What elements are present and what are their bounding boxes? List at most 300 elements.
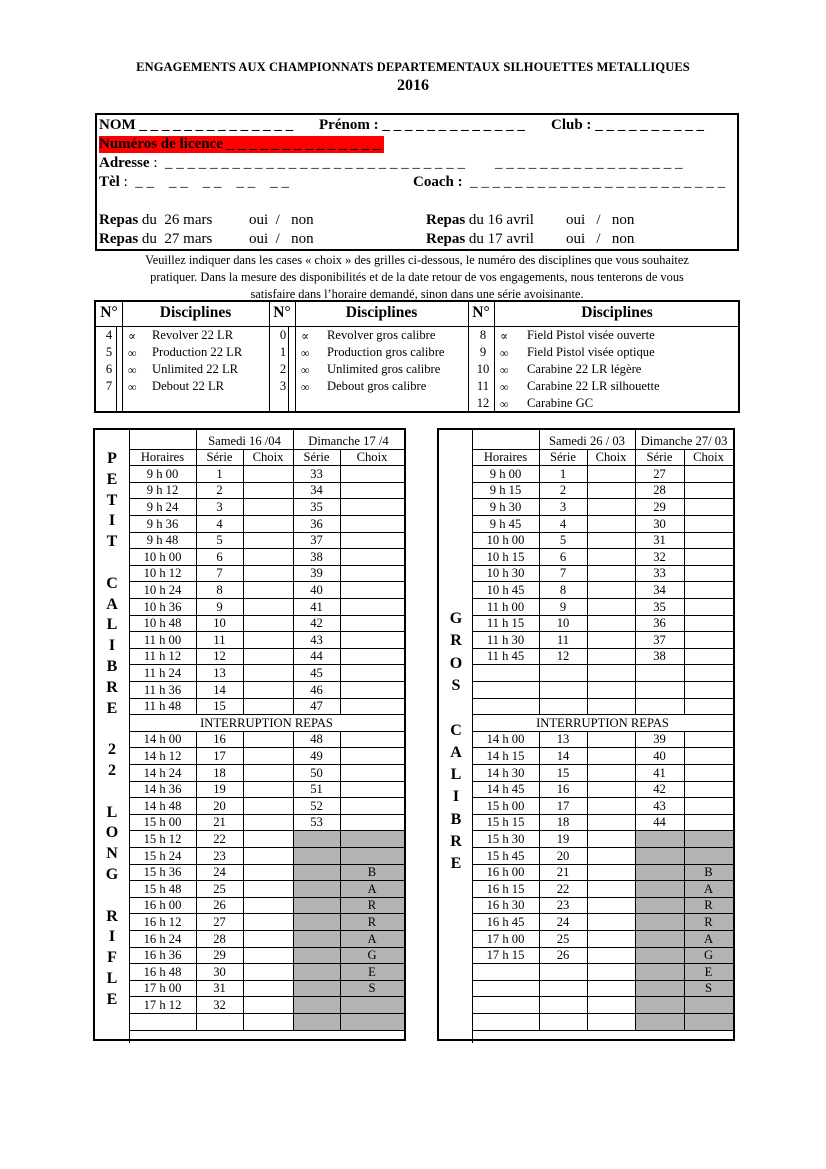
time-cell: 16 h 00 [143,898,182,913]
column-header-serie: Série [206,450,233,465]
serie-cell: 30 [213,964,226,979]
bullet-icon: ∞ [128,363,137,377]
time-cell: 14 h 30 [486,765,525,780]
barrages-letter: G [703,948,714,963]
bullet-icon: ∝ [301,329,310,343]
serie-cell: 40 [653,748,666,763]
serie-cell: 36 [310,516,323,531]
vertical-label-letter: R [450,632,462,650]
discipline-number: 5 [105,345,113,359]
serie-cell: 33 [653,566,666,581]
serie-cell: 19 [213,782,226,797]
time-cell: 17 h 00 [486,931,525,946]
bullet-icon: ∞ [500,380,509,394]
serie-cell: 3 [559,499,567,514]
bullet-icon: ∝ [500,329,509,343]
time-cell: 15 h 00 [486,798,525,813]
serie-cell: 23 [213,848,226,863]
serie-cell: 31 [653,533,666,548]
serie-cell: 29 [653,499,666,514]
barrages-letter: S [704,981,712,996]
serie-cell: 20 [556,848,570,863]
barrages-letter: E [704,964,713,979]
time-cell: 16 h 24 [143,931,182,946]
time-cell: 10 h 00 [486,533,525,548]
club-label: Club : [551,117,592,133]
time-cell: 17 h 00 [143,981,182,996]
serie-cell: 28 [213,931,226,946]
serie-cell: 3 [216,499,223,514]
bullet-icon: ∞ [128,380,137,394]
barrages-letter: R [367,914,377,929]
discipline-number: 2 [279,362,287,376]
coach-field[interactable]: _ _ _ _ _ _ _ _ _ _ _ _ _ _ _ _ _ _ _ _ _ _ _ [462,174,726,190]
time-cell: 10 h 36 [143,599,182,614]
tel-label: Tèl [99,174,120,190]
vertical-label-letter: C [450,721,462,739]
serie-cell: 2 [559,483,567,498]
column-header-horaires: Horaires [483,450,528,465]
time-cell: 15 h 48 [143,881,182,896]
time-cell: 15 h 30 [486,831,525,846]
day-header-sunday: Dimanche 17 /4 [308,433,389,448]
serie-cell: 48 [310,732,323,747]
bullet-icon: ∞ [500,363,509,377]
time-cell: 10 h 12 [143,566,182,581]
serie-cell: 38 [653,649,666,664]
serie-cell: 44 [310,649,323,664]
serie-cell: 42 [653,782,666,797]
vertical-label-letter: L [106,616,118,634]
num-header: N° [100,304,118,321]
time-cell: 15 h 12 [143,831,182,846]
serie-cell: 45 [310,665,323,680]
serie-cell: 9 [559,599,567,614]
repas-27-mars-choice[interactable]: oui / non [249,231,314,247]
serie-cell: 2 [216,483,223,498]
bullet-icon: ∞ [301,380,310,394]
serie-cell: 7 [559,566,567,581]
serie-cell: 1 [559,466,567,481]
serie-cell: 31 [213,981,226,996]
barrages-letter: R [367,898,377,913]
time-cell: 9 h 15 [489,483,522,498]
bullet-icon: ∞ [500,346,509,360]
serie-cell: 23 [556,898,570,913]
time-cell: 14 h 36 [143,782,182,797]
time-cell: 16 h 48 [143,964,182,979]
barrages-letter: A [367,881,377,896]
serie-cell: 11 [213,632,226,647]
time-cell: 15 h 00 [143,815,182,830]
vertical-label-letter: N [106,845,118,863]
serie-cell: 44 [653,815,666,830]
discipline-number: 9 [479,345,487,359]
instructions-line: Veuillez indiquer dans les cases « choix » des grilles ci-dessous, le numéro des disciplines que vous souhaitez [145,253,689,267]
tel-row [99,174,289,191]
serie-cell: 5 [216,533,223,548]
day-header-saturday: Samedi 26 / 03 [549,433,625,448]
time-cell: 16 h 12 [143,914,182,929]
vertical-label-letter: I [452,788,460,806]
serie-cell: 39 [653,732,666,747]
vertical-label-letter: F [107,949,117,967]
vertical-label-letter: R [106,907,118,925]
discipline-number: 11 [476,379,490,393]
vertical-label-letter: R [450,833,462,850]
serie-cell: 19 [556,831,570,846]
serie-cell: 42 [310,616,323,631]
column-header-choix: Choix [693,450,724,465]
time-cell: 9 h 30 [489,499,522,514]
barrages-letter: A [367,931,377,946]
discipline-number: 0 [279,328,287,342]
serie-cell: 18 [556,815,570,830]
time-cell: 11 h 30 [486,632,525,647]
time-cell: 11 h 00 [486,599,525,614]
column-header-serie: Série [303,450,330,465]
serie-cell: 35 [310,499,323,514]
discipline-name: Carabine GC [527,396,594,410]
serie-cell: 5 [559,533,567,548]
serie-cell: 51 [310,782,323,797]
serie-cell: 4 [559,516,567,531]
serie-cell: 32 [213,997,226,1012]
time-cell: 10 h 00 [143,549,182,564]
time-cell: 14 h 45 [486,782,525,797]
tel-field[interactable]: : _ _ _ _ _ _ _ _ _ _ [119,174,290,190]
vertical-label-letter: G [449,610,463,627]
num-header: N° [273,304,291,321]
barrages-letter: G [367,948,377,963]
vertical-label-letter: E [450,855,462,873]
discipline-name: Debout gros calibre [327,379,427,393]
disciplines-header: Disciplines [581,304,653,321]
serie-cell: 29 [213,948,226,963]
discipline-name: Field Pistol visée ouverte [527,328,655,342]
vertical-label-letter: P [107,450,117,467]
repas-26-mars: Repas du 26 mars [99,212,213,228]
serie-cell: 43 [310,632,323,647]
serie-cell: 24 [556,914,570,929]
serie-cell: 8 [216,582,223,597]
time-cell: 15 h 15 [486,815,525,830]
vertical-label-letter: G [105,866,119,883]
serie-cell: 33 [310,466,323,481]
serie-cell: 37 [310,533,323,548]
vertical-label-letter: I [108,928,116,946]
time-cell: 10 h 15 [486,549,525,564]
vertical-label-letter: O [449,654,463,672]
serie-cell: 27 [653,466,666,481]
vertical-label-letter: B [106,658,118,675]
vertical-label-letter: S [451,676,461,694]
club-field[interactable]: _ _ _ _ _ _ _ _ _ _ [591,117,704,133]
serie-cell: 39 [310,566,323,581]
time-cell: 9 h 12 [146,483,179,498]
serie-cell: 9 [216,599,223,614]
repas-17-avril: Repas du 17 avril [426,231,534,247]
repas-17-avril-choice[interactable]: oui / non [566,231,635,247]
vertical-label-letter: L [106,803,118,821]
time-cell: 10 h 45 [486,582,525,597]
disciplines-table [94,300,740,413]
serie-cell: 7 [216,566,223,581]
coach-row [413,174,725,191]
serie-cell: 25 [213,881,226,896]
vertical-label-letter: L [450,766,462,784]
vertical-label-letter: A [450,743,462,761]
time-cell: 9 h 00 [146,466,179,481]
serie-cell: 16 [213,732,226,747]
time-cell: 15 h 24 [143,848,182,863]
discipline-name: Revolver 22 LR [152,328,234,342]
day-header-saturday: Samedi 16 /04 [208,433,281,448]
interruption-repas: INTERRUPTION REPAS [536,715,669,730]
serie-cell: 49 [310,748,323,763]
time-cell: 9 h 45 [489,516,522,531]
serie-cell: 30 [653,516,666,531]
serie-cell: 17 [556,798,570,813]
serie-cell: 18 [213,765,226,780]
serie-cell: 34 [310,483,323,498]
serie-cell: 22 [556,881,570,896]
serie-cell: 24 [213,865,226,880]
barrages-letter: E [368,964,376,979]
time-cell: 10 h 24 [143,582,182,597]
discipline-name: Field Pistol visée optique [527,345,655,359]
licence-row [99,136,384,153]
document-title: ENGAGEMENTS AUX CHAMPIONNATS DEPARTEMENTAUX SILHOUETTES METALLIQUES [136,60,690,74]
licence-label: Numéros de licence [99,136,223,152]
time-cell: 11 h 00 [143,632,182,647]
discipline-name: Revolver gros calibre [327,328,436,342]
serie-cell: 17 [213,748,226,763]
club-row [551,117,704,134]
serie-cell: 1 [216,466,223,481]
serie-cell: 11 [556,632,570,647]
time-cell: 11 h 12 [143,649,182,664]
discipline-name: Unlimited gros calibre [327,362,441,376]
serie-cell: 6 [559,549,567,564]
time-cell: 9 h 24 [146,499,179,514]
serie-cell: 8 [559,582,567,597]
time-cell: 14 h 12 [143,748,182,763]
time-cell: 16 h 00 [486,865,525,880]
serie-cell: 12 [213,649,226,664]
time-cell: 16 h 45 [486,914,525,929]
discipline-name: Unlimited 22 LR [152,362,239,376]
barrages-letter: B [704,865,713,880]
disciplines-header: Disciplines [159,304,232,321]
column-header-serie: Série [550,450,576,465]
instructions-line: satisfaire dans l’horaire demandé, sinon dans une série avoisinante. [250,287,584,301]
discipline-name: Carabine 22 LR silhouette [527,379,660,393]
document-year: 2016 [397,77,429,94]
barrages-letter: A [703,931,714,946]
barrages-letter: R [704,914,713,929]
serie-cell: 26 [213,898,226,913]
instructions-line: pratiquer. Dans la mesure des disponibilités et de la date retour de vos engagements, nous tenterons de vous [150,270,684,284]
vertical-label-letter: 2 [108,741,116,759]
column-header-choix: Choix [595,450,627,465]
repas-16-avril: Repas du 16 avril [426,212,534,228]
barrages-letter: S [368,981,376,996]
discipline-name: Carabine 22 LR légère [527,362,642,376]
column-header-choix: Choix [356,450,388,465]
serie-cell: 53 [310,815,323,830]
serie-cell: 6 [216,549,223,564]
time-cell: 14 h 15 [486,748,525,763]
repas-27-mars: Repas du 27 mars [99,231,213,247]
vertical-label-letter: 2 [108,762,116,779]
serie-cell: 47 [310,699,323,714]
serie-cell: 37 [653,632,666,647]
vertical-label-letter: E [106,699,118,717]
discipline-number: 12 [476,396,490,410]
vertical-label-letter: R [106,678,118,696]
discipline-number: 7 [105,379,113,393]
schedule-gros-calibre [437,428,735,1041]
serie-cell: 4 [216,516,223,531]
time-cell: 16 h 36 [143,948,182,963]
serie-cell: 14 [213,682,226,697]
serie-cell: 10 [556,616,570,631]
day-header-sunday: Dimanche 27/ 03 [640,433,728,448]
time-cell: 17 h 15 [486,948,525,963]
column-header-serie: Série [646,450,673,465]
serie-cell: 36 [653,616,666,631]
bullet-icon: ∞ [128,346,137,360]
vertical-label-letter: B [450,810,462,828]
bullet-icon: ∞ [301,363,310,377]
time-cell: 9 h 00 [489,466,522,481]
serie-cell: 41 [310,599,323,614]
time-cell: 14 h 48 [143,798,182,813]
column-header-choix: Choix [252,450,284,465]
serie-cell: 16 [556,782,570,797]
serie-cell: 43 [653,798,666,813]
prenom-field[interactable]: _ _ _ _ _ _ _ _ _ _ _ _ _ [378,117,529,133]
serie-cell: 32 [653,549,666,564]
adresse-label: Adresse [99,155,150,171]
serie-cell: 21 [213,815,226,830]
time-cell: 9 h 48 [146,533,179,548]
time-cell: 9 h 36 [146,516,179,531]
prenom-row [319,117,529,134]
nom-row [99,117,297,134]
serie-cell: 13 [556,732,570,747]
time-cell: 15 h 45 [486,848,525,863]
discipline-number: 1 [279,345,287,359]
licence-field[interactable]: _ _ _ _ _ _ _ _ _ _ _ _ _ _ [222,136,385,152]
serie-cell: 40 [310,582,323,597]
time-cell: 14 h 24 [143,765,182,780]
time-cell: 11 h 45 [486,649,525,664]
discipline-number: 8 [479,328,487,342]
discipline-name: Production 22 LR [152,345,243,359]
disciplines-header: Disciplines [345,304,418,321]
bullet-icon: ∞ [301,346,310,360]
vertical-label-letter: E [106,990,118,1008]
time-cell: 10 h 30 [486,566,525,581]
serie-cell: 46 [310,682,323,697]
serie-cell: 52 [310,798,323,813]
discipline-number: 6 [105,362,113,376]
serie-cell: 28 [653,483,666,498]
discipline-name: Debout 22 LR [152,379,225,393]
serie-cell: 15 [213,699,226,714]
adresse-row [99,155,682,172]
serie-cell: 38 [310,549,323,564]
vertical-label-letter: L [106,970,118,987]
repas-26-mars-choice[interactable]: oui / non [249,212,314,228]
discipline-number: 10 [476,362,490,376]
coach-label: Coach : [413,174,463,190]
serie-cell: 25 [556,931,570,946]
bullet-icon: ∝ [128,329,137,343]
vertical-label-letter: T [106,491,118,509]
instructions [95,252,739,303]
vertical-label-letter: T [106,533,118,551]
serie-cell: 10 [213,616,226,631]
vertical-label-letter: E [106,470,118,488]
barrages-letter: R [704,898,713,913]
time-cell: 10 h 48 [143,616,182,631]
vertical-label-letter: I [108,637,116,655]
column-header-horaires: Horaires [140,450,185,465]
vertical-label-letter: O [105,824,119,842]
prenom-label: Prénom : [319,117,379,133]
serie-cell: 50 [310,765,323,780]
barrages-letter: A [703,881,714,896]
serie-cell: 22 [213,831,226,846]
vertical-label-letter: C [106,574,118,592]
bullet-icon: ∞ [500,397,509,411]
num-header: N° [472,304,490,321]
barrages-letter: B [367,865,377,880]
interruption-repas: INTERRUPTION REPAS [200,715,333,730]
serie-cell: 27 [213,914,226,929]
serie-cell: 12 [556,649,570,664]
time-cell: 11 h 24 [143,665,182,680]
serie-cell: 35 [653,599,666,614]
adresse-field[interactable]: : _ _ _ _ _ _ _ _ _ _ _ _ _ _ _ _ _ _ _ _ _ _ _ _ _ _ _ _ _ _ _ _ _ _ _ _ _ _ _ _ _ _ _ _ [149,155,683,171]
nom-field[interactable]: _ _ _ _ _ _ _ _ _ _ _ _ _ _ [135,117,297,133]
repas-16-avril-choice[interactable]: oui / non [566,212,635,228]
time-cell: 11 h 15 [486,616,525,631]
discipline-name: Production gros calibre [327,345,445,359]
time-cell: 14 h 00 [143,732,182,747]
serie-cell: 41 [653,765,666,780]
time-cell: 16 h 15 [486,881,525,896]
time-cell: 14 h 00 [486,732,525,747]
identification-form [95,113,739,251]
schedule-petit-calibre [93,428,406,1041]
vertical-label-letter: I [108,512,116,530]
discipline-number: 3 [279,379,287,393]
vertical-label-letter: A [106,595,118,613]
serie-cell: 21 [556,865,570,880]
serie-cell: 20 [213,798,226,813]
serie-cell: 14 [556,748,570,763]
time-cell: 17 h 12 [143,997,182,1012]
time-cell: 15 h 36 [143,865,182,880]
time-cell: 16 h 30 [486,898,525,913]
serie-cell: 15 [556,765,570,780]
serie-cell: 13 [213,665,226,680]
serie-cell: 34 [653,582,666,597]
